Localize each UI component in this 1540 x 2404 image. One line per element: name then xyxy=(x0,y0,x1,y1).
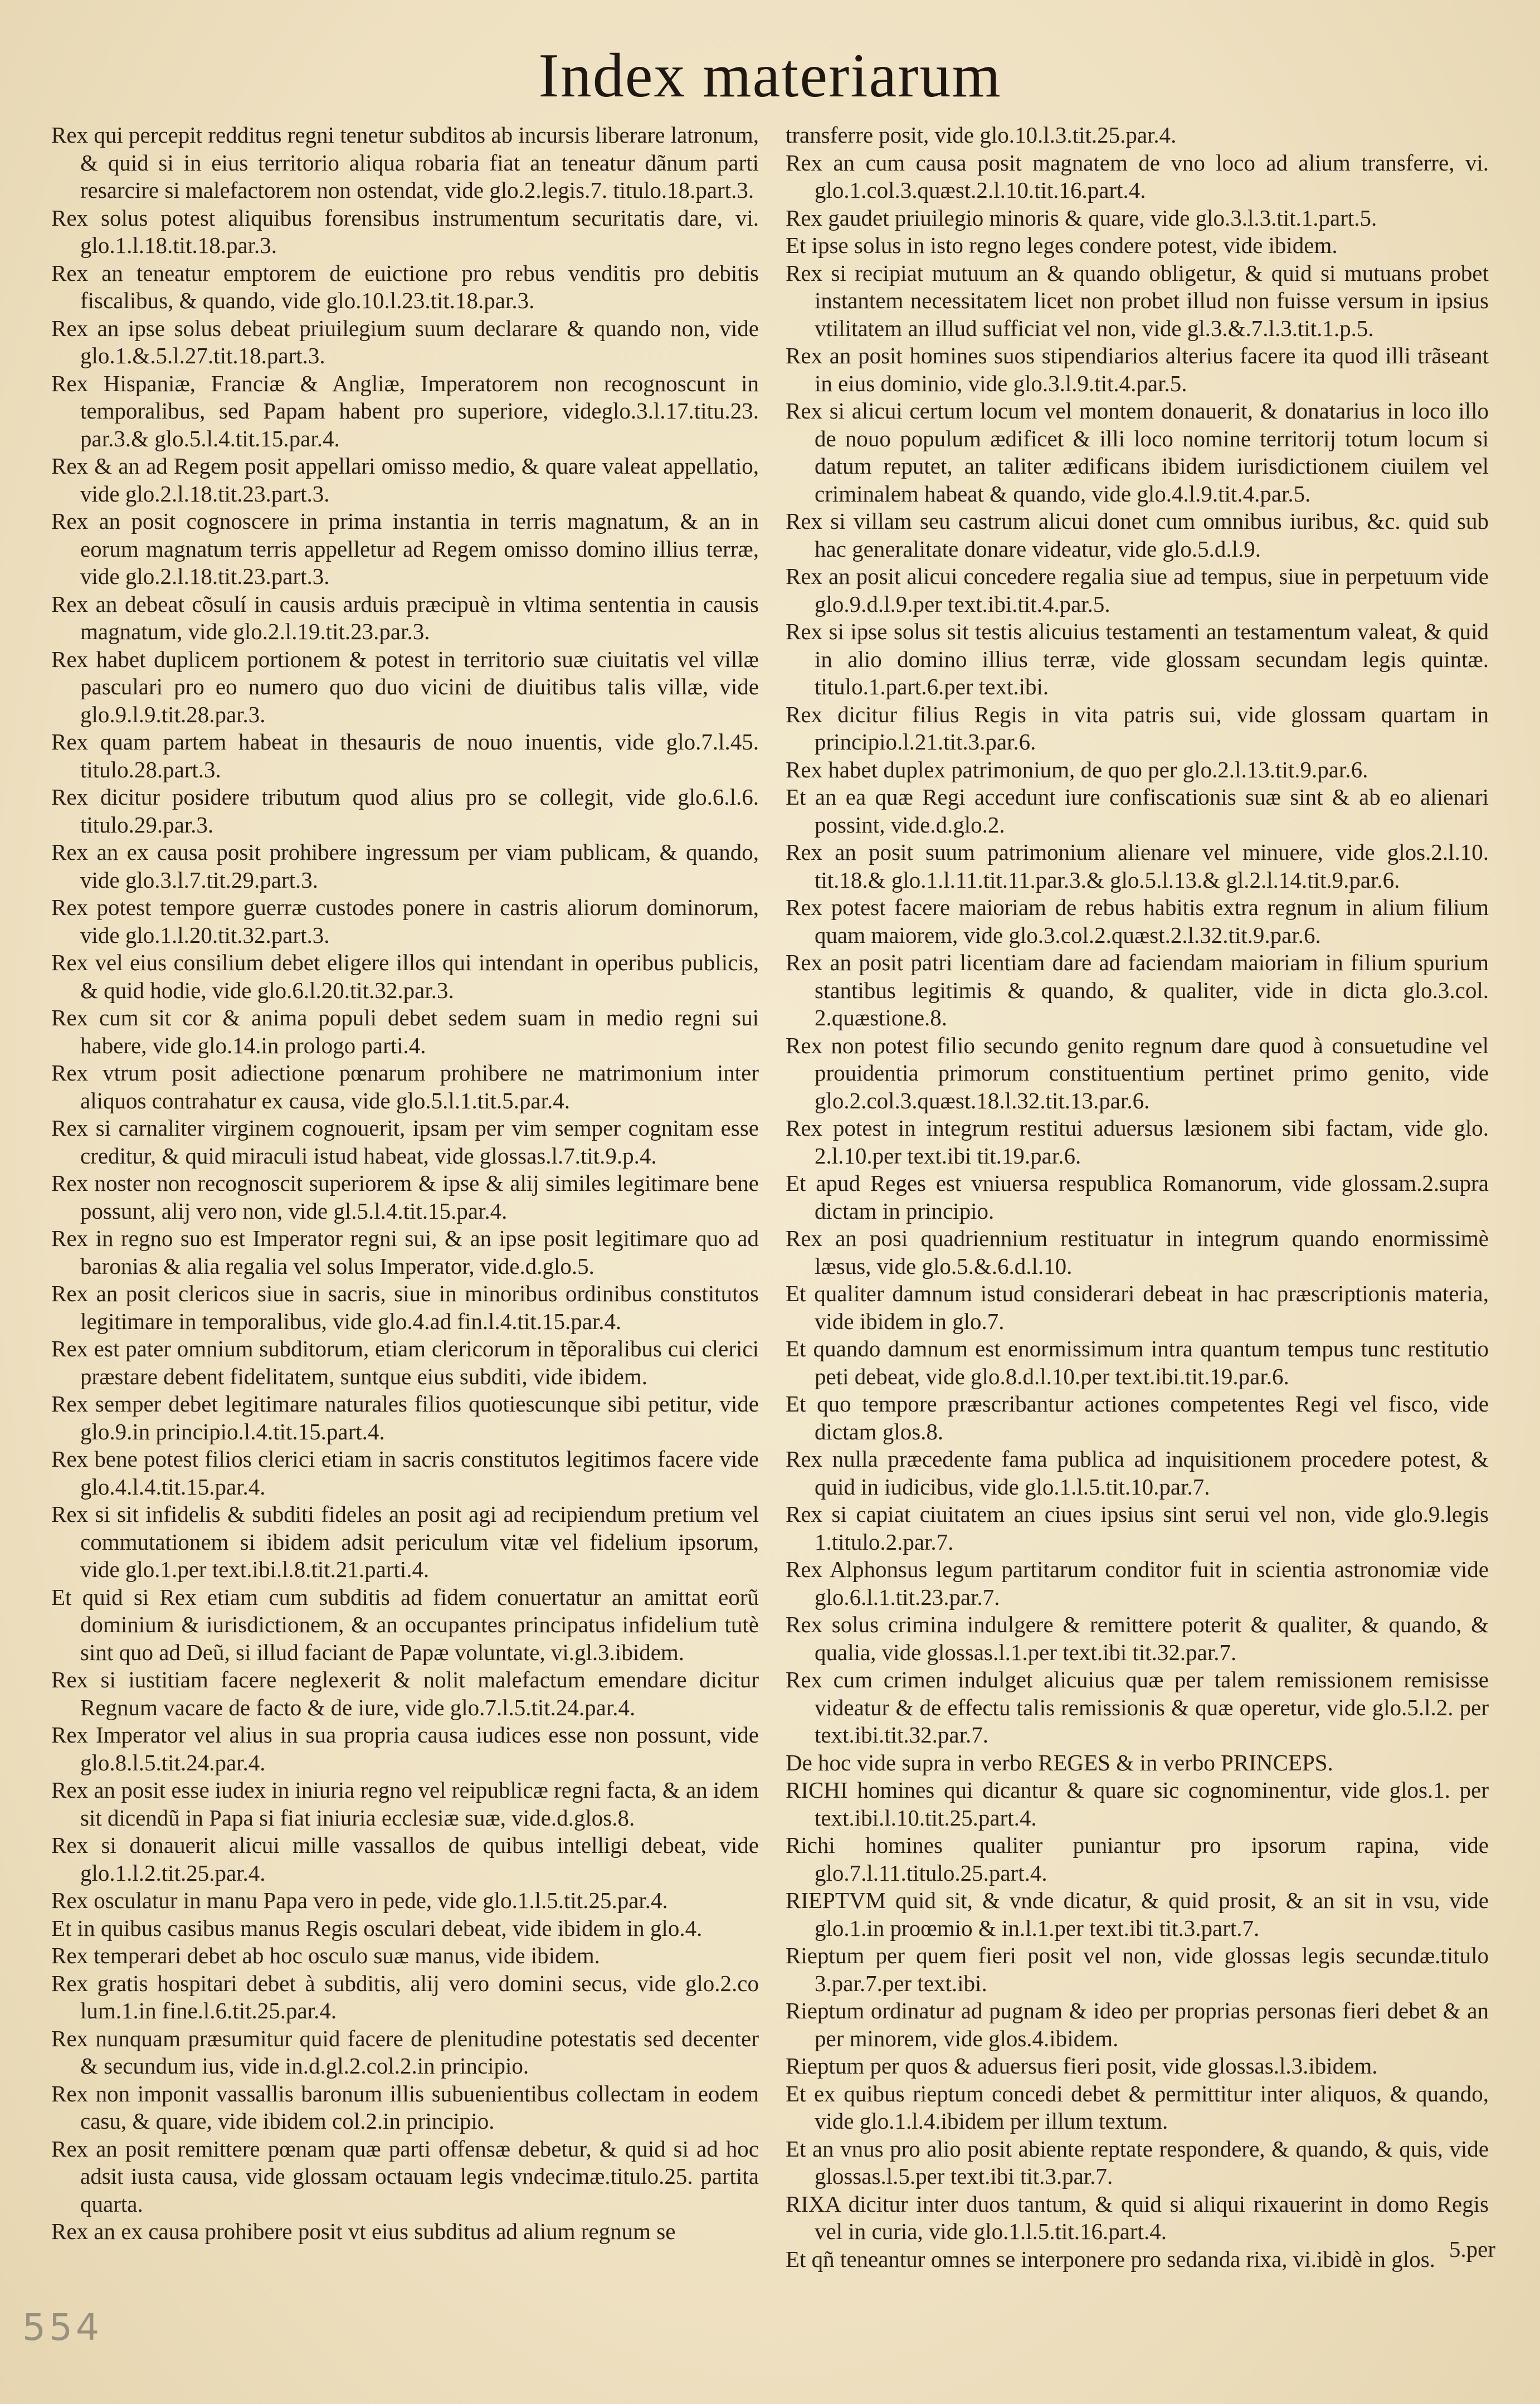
index-entry: Rex an posi quadriennium restituatur in integrum quando enormissimè læsus, vide glo.5.&.6.d.l.10. xyxy=(786,1225,1489,1279)
index-column-left xyxy=(51,121,759,2246)
index-entry: Rex Alphonsus legum partitarum conditor fuit in scientia astronomiæ vide glo.6.l.1.tit.23.par.7. xyxy=(786,1556,1489,1610)
index-entry: Et an vnus pro alio posit abiente reptate respondere, & quando, & quis, vide glossas.l.5.per text.ibi tit.3.par.7. xyxy=(786,2135,1489,2189)
index-entry: Rex an posit cognoscere in prima instantia in terris magnatum, & an in eorum magnatum terris appelletur ad Regem omisso domino illius terræ, vide glo.2.l.18.tit.23.part.3. xyxy=(51,508,759,589)
index-entry: Rex nulla præcedente fama publica ad inquisitionem procedere potest, & quid in iudicibus, vide glo.1.l.5.tit.10.par.7. xyxy=(786,1446,1489,1500)
index-entry: Rex si sit infidelis & subditi fideles an posit agi ad recipiendum pretium vel commutationem si ibidem adsit periculum vitæ vel fidelium ipsorum, vide glo.1.per text.ibi.l.8.tit.21.parti.4. xyxy=(51,1501,759,1582)
index-entry: Rex cum crimen indulget alicuius quæ per talem remissionem remisisse videatur & de effectu talis remissionis & quæ operetur, vide glo.5.l.2. per text.ibi.tit.32.par.7. xyxy=(786,1667,1489,1748)
index-entry: Rex an posit alicui concedere regalia siue ad tempus, siue in perpetuum vide glo.9.d.l.9.per text.ibi.tit.4.par.5. xyxy=(786,563,1489,617)
index-entry: Rex an posit esse iudex in iniuria regno vel reipublicæ regni facta, & an idem sit dicendũ in Papa si fiat iniuria ecclesiæ suæ, vide.d.glos.8. xyxy=(51,1777,759,1831)
index-entry: Rex habet duplex patrimonium, de quo per glo.2.l.13.tit.9.par.6. xyxy=(786,756,1368,782)
index-entry: Rex si ipse solus sit testis alicuius testamenti an testamentum valeat, & quid in alio domino illius terræ, vide glossam secundam legis quintæ. titulo.1.part.6.per text.ibi. xyxy=(786,619,1489,699)
index-entry: Rex si donauerit alicui mille vassallos de quibus intelligi debeat, vide glo.1.l.2.tit.25.par.4. xyxy=(51,1832,759,1886)
index-entry: Rex in regno suo est Imperator regni sui, & an ipse posit legitimare quo ad baronias & alia regalia vel solus Imperator, vide.d.glo.5. xyxy=(51,1225,759,1279)
index-entry: Rex an ex causa prohibere posit vt eius subditus ad alium regnum se xyxy=(51,2218,676,2244)
index-entry: Rex temperari debet ab hoc osculo suæ manus, vide ibidem. xyxy=(51,1943,600,1968)
handwritten-note: 554 xyxy=(22,2306,103,2349)
index-entry: RIEPTVM quid sit, & vnde dicatur, & quid prosit, & an sit in vsu, vide glo.1.in proœmio & in.l.1.per text.ibi tit.3.part.7. xyxy=(786,1887,1489,1941)
index-entry: Rex an ex causa posit prohibere ingressum per viam publicam, & quando, vide glo.3.l.7.tit.29.part.3. xyxy=(51,839,759,893)
index-entry: Rex & an ad Regem posit appellari omisso medio, & quare valeat appellatio, vide glo.2.l.18.tit.23.part.3. xyxy=(51,453,759,507)
index-entry: Rieptum per quem fieri posit vel non, vide glossas legis secundæ.titulo 3.par.7.per text.ibi. xyxy=(786,1943,1489,1996)
index-entry: Rex si villam seu castrum alicui donet cum omnibus iuribus, &c. quid sub hac generalitate donare videatur, vide glo.5.d.l.9. xyxy=(786,508,1489,562)
index-entry: Et qualiter damnum istud considerari debeat in hac præscriptionis materia, vide ibidem in glo.7. xyxy=(786,1281,1489,1334)
index-entry: Rex osculatur in manu Papa vero in pede, vide glo.1.l.5.tit.25.par.4. xyxy=(51,1887,668,1913)
index-entry: RIXA dicitur inter duos tantum, & quid si aliqui rixauerint in domo Regis vel in curia, vide glo.1.l.5.tit.16.part.4. xyxy=(786,2191,1489,2244)
index-entry: Rex si alicui certum locum vel montem donauerit, & donatarius in loco illo de nouo populum ædificet & illi loco nomine territorij totum locum si datum reputet, an taliter ædificans ibidem iurisdictionem ciuilem vel criminalem habeat & quando, vide glo.4.l.9.tit.4.par.5. xyxy=(786,398,1489,507)
index-entry: Rex an debeat cõsulí in causis arduis præcipuè in vltima sententia in causis magnatum, vide glo.2.l.19.tit.23.par.3. xyxy=(51,591,759,644)
index-entry: Rex qui percepit redditus regni tenetur subditos ab incursis liberare latronum, & quid si in eius territorio aliqua robaria fiat an teneatur dãnum parti resarcire si malefactorem non ostendat, vide glo.2.legis.7. titulo.18.part.3. xyxy=(51,122,759,203)
index-entry: Rieptum ordinatur ad pugnam & ideo per proprias personas fieri debet & an per minorem, vide glos.4.ibidem. xyxy=(786,1998,1489,2051)
index-entry: Rex solus potest aliquibus forensibus instrumentum securitatis dare, vi. glo.1.l.18.tit.18.par.3. xyxy=(51,205,759,258)
index-entry: Rex semper debet legitimare naturales filios quotiescunque sibi petitur, vide glo.9.in principio.l.4.tit.15.part.4. xyxy=(51,1391,759,1444)
index-entry: Et ipse solus in isto regno leges condere potest, vide ibidem. xyxy=(786,232,1338,258)
index-entry: Rex noster non recognoscit superiorem & ipse & alij similes legitimare bene possunt, alij vero non, vide gl.5.l.4.tit.15.par.4. xyxy=(51,1170,759,1224)
index-entry: Rex potest in integrum restitui aduersus læsionem sibi factam, vide glo. 2.l.10.per text.ibi tit.19.par.6. xyxy=(786,1115,1489,1169)
catchword: 5.per xyxy=(1449,2236,1495,2262)
page-title: Index materiarum xyxy=(538,41,1002,110)
index-entry: Rex Imperator vel alius in sua propria causa iudices esse non possunt, vide glo.8.l.5.tit.24.par.4. xyxy=(51,1722,759,1775)
index-entry: Rex si recipiat mutuum an & quando obligetur, & quid si mutuans probet instantem necessitatem licet non probet illud non fuisse versum in ipsius vtilitatem an illud sufficiat vel non, vide gl.3.&.7.l.3.tit.1.p.5. xyxy=(786,260,1489,341)
index-entry: Et an ea quæ Regi accedunt iure confiscationis suæ sint & ab eo alienari possint, vide.d.glo.2. xyxy=(786,784,1489,838)
index-entry: Rex an teneatur emptorem de euictione pro rebus venditis pro debitis fiscalibus, & quando, vide glo.10.l.23.tit.18.par.3. xyxy=(51,260,759,313)
index-entry: transferre posit, vide glo.10.l.3.tit.25.par.4. xyxy=(786,122,1177,148)
index-entry: Rex habet duplicem portionem & potest in territorio suæ ciuitatis vel villæ pasculari pro eo numero quo duo vicini de diuitibus talis villæ, vide glo.9.l.9.tit.28.par.3. xyxy=(51,646,759,727)
index-entry: Rex nunquam præsumitur quid facere de plenitudine potestatis sed decenter & secundum ius, vide in.d.gl.2.col.2.in principio. xyxy=(51,2025,759,2079)
index-entry: Rex dicitur filius Regis in vita patris sui, vide glossam quartam in principio.l.21.tit.3.par.6. xyxy=(786,701,1489,755)
index-entry: Rex Hispaniæ, Franciæ & Angliæ, Imperatorem non recognoscunt in temporalibus, sed Papam habent pro superiore, videglo.3.l.17.titu.23. par.3.& glo.5.l.4.tit.15.par.4. xyxy=(51,370,759,451)
index-entry: Rieptum per quos & aduersus fieri posit, vide glossas.l.3.ibidem. xyxy=(786,2053,1378,2079)
index-entry: Rex si carnaliter virginem cognouerit, ipsam per vim semper cognitam esse creditur, & quid miraculi istud habeat, vide glossas.l.7.tit.9.p.4. xyxy=(51,1115,759,1169)
index-entry: Rex si iustitiam facere neglexerit & nolit malefactum emendare dicitur Regnum vacare de facto & de iure, vide glo.7.l.5.tit.24.par.4. xyxy=(51,1667,759,1720)
index-entry: Rex solus crimina indulgere & remittere poterit & qualiter, & quando, & qualia, vide glossas.l.1.per text.ibi tit.32.par.7. xyxy=(786,1612,1489,1665)
index-entry: Rex an ipse solus debeat priuilegium suum declarare & quando non, vide glo.1.&.5.l.27.tit.18.part.3. xyxy=(51,315,759,368)
index-entry: Rex an posit suum patrimonium alienare vel minuere, vide glos.2.l.10. tit.18.& glo.1.l.11.tit.11.par.3.& glo.5.l.13.& gl.2.l.14.tit.9.par.6. xyxy=(786,839,1489,893)
index-column-right xyxy=(786,121,1489,2273)
index-entry: Et quid si Rex etiam cum subditis ad fidem conuertatur an amittat eorũ dominium & iurisdictionem, & an occupantes principatus infidelium tutè sint quo ad Deũ, si illud faciant de Papæ voluntate, vi.gl.3.ibidem. xyxy=(51,1584,759,1665)
index-entry: Richi homines qualiter puniantur pro ipsorum rapina, vide glo.7.l.11.titulo.25.part.4. xyxy=(786,1832,1489,1886)
index-entry: Rex an posit remittere pœnam quæ parti offensæ debetur, & quid si ad hoc adsit iusta causa, vide glossam octauam legis vndecimæ.titulo.25. partita quarta. xyxy=(51,2135,759,2217)
index-entry: Rex an cum causa posit magnatem de vno loco ad alium transferre, vi. glo.1.col.3.quæst.2.l.10.tit.16.part.4. xyxy=(786,149,1489,203)
index-entry: Rex vel eius consilium debet eligere illos qui intendant in operibus publicis, & quid hodie, vide glo.6.l.20.tit.32.par.3. xyxy=(51,950,759,1003)
index-entry: Rex dicitur posidere tributum quod alius pro se collegit, vide glo.6.l.6. titulo.29.par.3. xyxy=(51,784,759,838)
index-entry: Rex potest tempore guerræ custodes ponere in castris aliorum dominorum, vide glo.1.l.20.tit.32.part.3. xyxy=(51,894,759,948)
index-entry: Rex bene potest filios clerici etiam in sacris constitutos legitimos facere vide glo.4.l.4.tit.15.par.4. xyxy=(51,1446,759,1500)
index-entry: RICHI homines qui dicantur & quare sic cognominentur, vide glos.1. per text.ibi.l.10.tit.25.part.4. xyxy=(786,1777,1489,1831)
index-entry: Rex est pater omnium subditorum, etiam clericorum in tẽporalibus cui clerici præstare debent fidelitatem, suntque eius subditi, vide ibidem. xyxy=(51,1336,759,1389)
index-entry: Rex gaudet priuilegio minoris & quare, vide glo.3.l.3.tit.1.part.5. xyxy=(786,205,1377,231)
index-entry: Et apud Reges est vniuersa respublica Romanorum, vide glossam.2.supra dictam in principio. xyxy=(786,1170,1489,1224)
index-entry: Et quo tempore præscribantur actiones competentes Regi vel fisco, vide dictam glos.8. xyxy=(786,1391,1489,1444)
index-entry: Rex quam partem habeat in thesauris de nouo inuentis, vide glo.7.l.45. titulo.28.part.3. xyxy=(51,729,759,782)
index-entry: Rex cum sit cor & anima populi debet sedem suam in medio regni sui habere, vide glo.14.in prologo parti.4. xyxy=(51,1005,759,1058)
index-entry: Rex an posit patri licentiam dare ad faciendam maioriam in filium spurium stantibus legitimis & quando, & qualiter, vide in dicta glo.3.col. 2.quæstione.8. xyxy=(786,950,1489,1030)
index-entry: Rex gratis hospitari debet à subditis, alij vero domini secus, vide glo.2.co lum.1.in fine.l.6.tit.25.par.4. xyxy=(51,1970,759,2023)
index-entry: De hoc vide supra in verbo REGES & in verbo PRINCEPS. xyxy=(786,1749,1333,1775)
index-entry: Rex vtrum posit adiectione pœnarum prohibere ne matrimonium inter aliquos contrahatur ex causa, vide glo.5.l.1.tit.5.par.4. xyxy=(51,1060,759,1113)
index-entry: Rex an posit clericos siue in sacris, siue in minoribus ordinibus constitutos legitimare in temporalibus, vide glo.4.ad fin.l.4.tit.15.par.4. xyxy=(51,1281,759,1334)
index-entry: Rex an posit homines suos stipendiarios alterius facere ita quod illi trãseant in eius dominio, vide glo.3.l.9.tit.4.par.5. xyxy=(786,343,1489,396)
index-entry: Rex potest facere maioriam de rebus habitis extra regnum in alium filium quam maiorem, vide glo.3.col.2.quæst.2.l.32.tit.9.par.6. xyxy=(786,894,1489,948)
index-entry: Et quando damnum est enormissimum intra quantum tempus tunc restitutio peti debeat, vide glo.8.d.l.10.per text.ibi.tit.19.par.6. xyxy=(786,1336,1489,1389)
index-entry: Rex si capiat ciuitatem an ciues ipsius sint serui vel non, vide glo.9.legis 1.titulo.2.par.7. xyxy=(786,1501,1489,1555)
index-entry: Et ex quibus rieptum concedi debet & permittitur inter aliquos, & quando, vide glo.1.l.4.ibidem per illum textum. xyxy=(786,2080,1489,2134)
index-entry: Rex non potest filio secundo genito regnum dare quod à consuetudine vel prouidentia primorum constituentium pertinet primo genito, vide glo.2.col.3.quæst.18.l.32.tit.13.par.6. xyxy=(786,1032,1489,1113)
index-entry: Et in quibus casibus manus Regis osculari debeat, vide ibidem in glo.4. xyxy=(51,1915,703,1941)
index-entry: Rex non imponit vassallis baronum illis subuenientibus collectam in eodem casu, & quare, vide ibidem col.2.in principio. xyxy=(51,2080,759,2134)
index-entry: Et qñ teneantur omnes se interponere pro sedanda rixa, vi.ibidè in glos. xyxy=(786,2246,1435,2272)
